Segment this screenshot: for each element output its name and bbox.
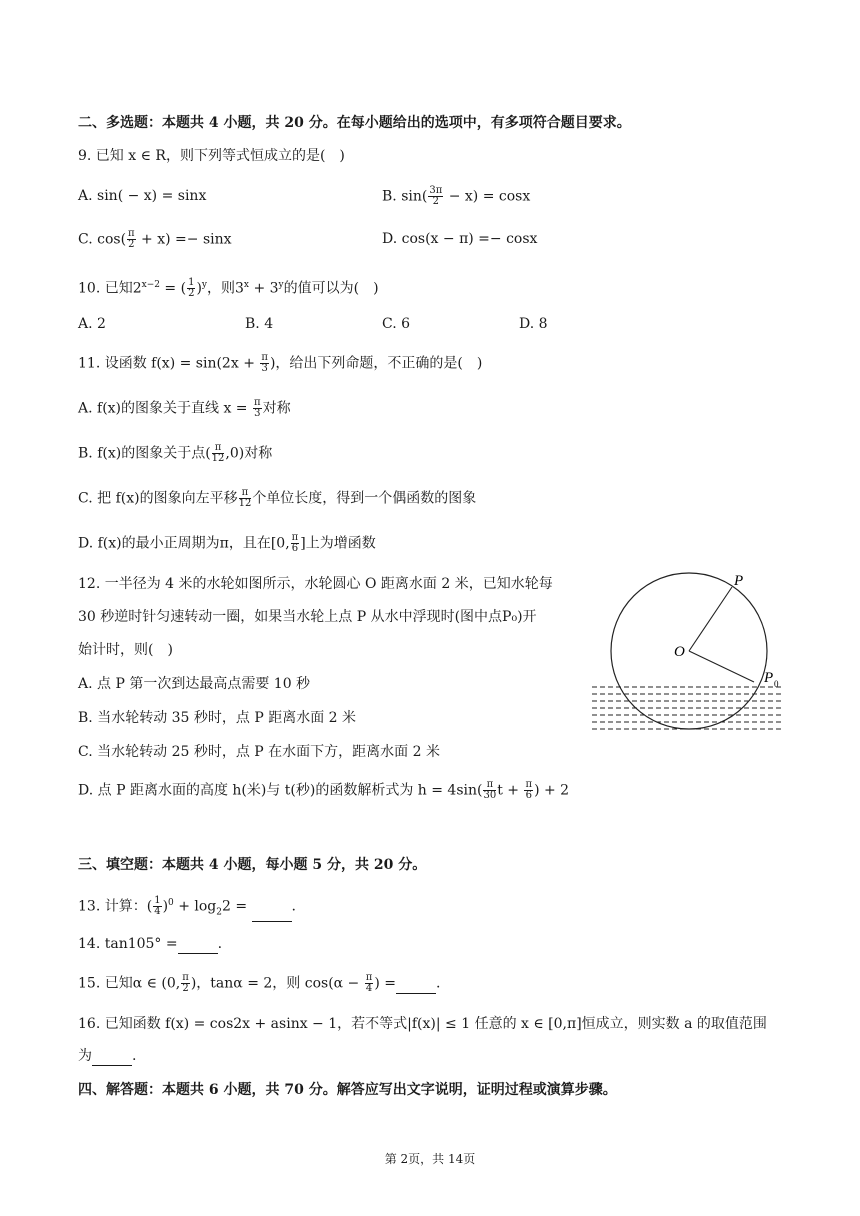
section-4-header: 四、解答题：本题共 6 小题，共 70 分。解答应写出文字说明，证明过程或演算步骤。 xyxy=(78,1082,617,1098)
q11-option-a: A. f(x)的图象关于直线 x = $\frac{\pi}{3}$ 对称 xyxy=(78,397,291,419)
answer-blank-15[interactable] xyxy=(396,979,436,994)
page-footer: 第 2页，共 14页 xyxy=(384,1152,476,1166)
label-P0-subscript: 0 xyxy=(774,679,779,689)
q9-option-a: A. sin( − x) = sinx xyxy=(78,188,207,204)
q9-option-d: D. cos(x − π) =− cosx xyxy=(382,231,538,247)
question-12-line-1: 12. 一半径为 4 米的水轮如图所示，水轮圆心 O 距离水面 2 米，已知水轮每 xyxy=(78,576,553,592)
answer-blank-14[interactable] xyxy=(178,939,218,954)
q12-option-a: A. 点 P 第一次到达最高点需要 10 秒 xyxy=(78,676,311,692)
q9-option-c: C. cos( $\frac{\pi}{2}$ + x) =− sinx xyxy=(78,228,232,250)
radius-OP0 xyxy=(689,651,754,682)
question-11-stem: 11. 设函数 f(x) = sin(2x + $\frac{\pi}{3}$ )，给出下列命题，不正确的是( ) xyxy=(78,352,483,374)
q11-option-b: B. f(x)的图象关于点( $\frac{\pi}{12}$ ,0)对称 xyxy=(78,442,273,464)
q10-option-c: C. 6 xyxy=(382,316,411,332)
q9-option-b: B. sin( $\frac{3\pi}{2}$ − x) = cosx xyxy=(382,185,531,207)
section-3-header: 三、填空题：本题共 4 小题，每小题 5 分，共 20 分。 xyxy=(78,857,427,873)
question-13: 13. 计算：( $\frac{1}{4}$ )$^0 + \log_22$ = . xyxy=(78,893,296,922)
question-12-line-2: 30 秒逆时针匀速转动一圈，如果当水轮上点 P 从水中浮现时(图中点P₀)开 xyxy=(78,609,537,625)
q12-option-d: D. 点 P 距离水面的高度 h(米)与 t(秒)的函数解析式为 h = 4sin( $\frac{\pi}{30}$ t + $\frac{\pi}{6}$ ) + 2 xyxy=(78,779,570,801)
q10-option-d: D. 8 xyxy=(519,316,548,332)
label-P0: P xyxy=(764,670,774,686)
q12-option-b: B. 当水轮转动 35 秒时，点 P 距离水面 2 米 xyxy=(78,710,357,726)
radius-OP xyxy=(689,587,732,651)
question-16-line-2: 为 . xyxy=(78,1048,137,1064)
label-O: O xyxy=(674,644,685,660)
answer-blank-16[interactable] xyxy=(92,1051,132,1066)
q11-option-c: C. 把 f(x)的图象向左平移 $\frac{\pi}{12}$ 个单位长度，得到一个偶函数的图象 xyxy=(78,487,477,509)
label-P: P xyxy=(734,573,744,589)
question-9-stem: 9. 已知 x ∈ R，则下列等式恒成立的是( ) xyxy=(78,148,345,164)
q11-option-d: D. f(x)的最小正周期为π，且在[0, $\frac{\pi}{6}$ ]上为增函数 xyxy=(78,532,376,554)
question-14: 14. tan105° = . xyxy=(78,936,223,952)
question-16-line-1: 16. 已知函数 f(x) = cos2x + asinx − 1，若不等式|f(x)| ≤ 1 任意的 x ∈ [0,π]恒成立，则实数 a 的取值范围 xyxy=(78,1016,767,1032)
q10-option-b: B. 4 xyxy=(245,316,274,332)
water-wheel-figure xyxy=(588,570,788,740)
question-12-line-3: 始计时，则( ) xyxy=(78,642,173,658)
answer-blank-13[interactable] xyxy=(252,907,292,922)
section-2-header: 二、多选题：本题共 4 小题，共 20 分。在每小题给出的选项中，有多项符合题目要求。 xyxy=(78,115,631,131)
q12-option-c: C. 当水轮转动 25 秒时，点 P 在水面下方，距离水面 2 米 xyxy=(78,744,440,760)
question-10-stem: 10. 已知$2^{x-2}$ = ( $\frac{1}{2}$ )$^y$，则$3^x + 3^y$的值可以为( ) xyxy=(78,277,379,300)
question-15: 15. 已知α ∈ (0, $\frac{\pi}{2}$ )，tanα = 2，则 cos(α − $\frac{\pi}{4}$ ) = . xyxy=(78,972,441,994)
q10-option-a: A. 2 xyxy=(78,316,106,332)
